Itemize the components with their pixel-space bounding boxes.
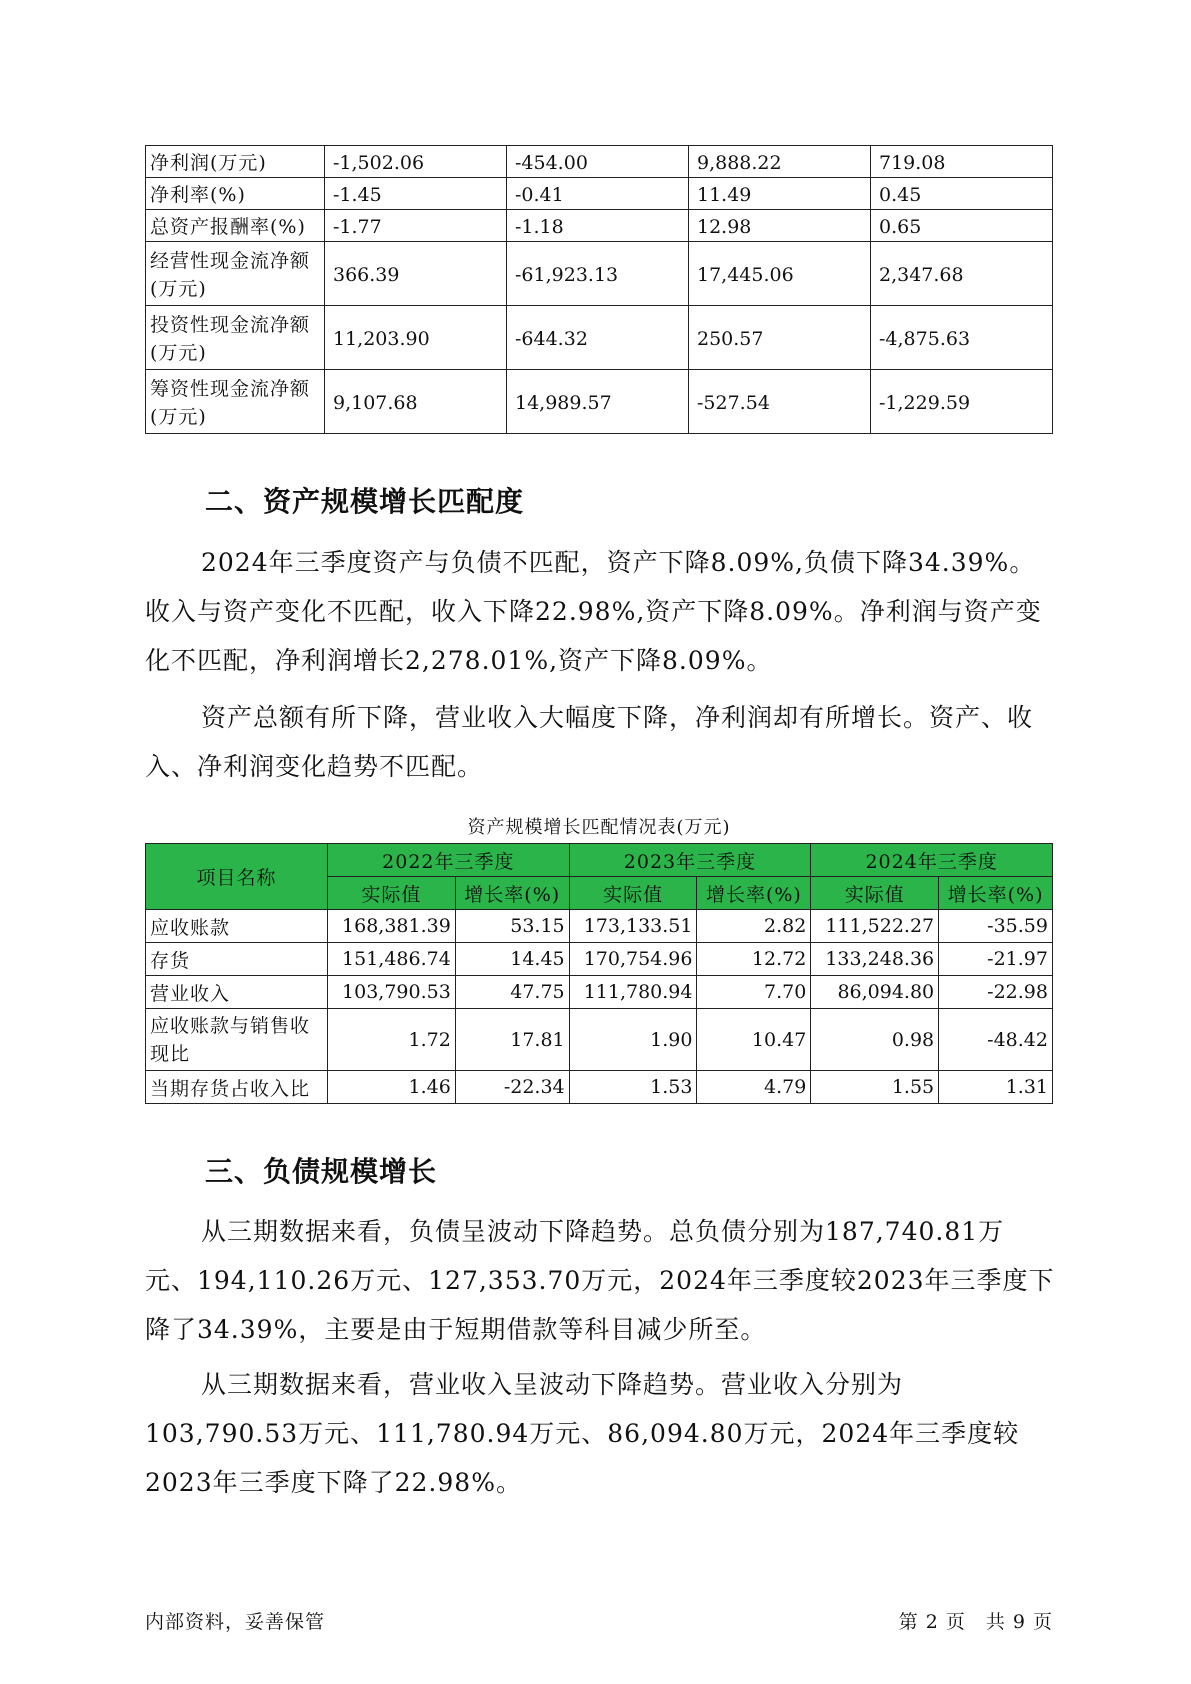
row-label: 当期存货占收入比 bbox=[146, 1071, 328, 1104]
cell-value: 4.79 bbox=[697, 1071, 811, 1104]
cell-value: 366.39 bbox=[325, 242, 507, 306]
cell-value: 12.72 bbox=[697, 943, 811, 976]
cell-value: 12.98 bbox=[689, 210, 871, 242]
cell-value: -0.41 bbox=[507, 178, 689, 210]
cell-value: 1.90 bbox=[569, 1009, 697, 1071]
cell-value: 9,107.68 bbox=[325, 370, 507, 434]
cell-value: 0.65 bbox=[871, 210, 1053, 242]
table-header-row bbox=[146, 844, 1053, 877]
cell-value: -454.00 bbox=[507, 146, 689, 178]
row-label: 应收账款 bbox=[146, 910, 328, 943]
cell-value: 2,347.68 bbox=[871, 242, 1053, 306]
header-period: 2023年三季度 bbox=[569, 844, 811, 877]
paragraph: 2024年三季度资产与负债不匹配，资产下降8.09%,负债下降34.39%。收入与资产变化不匹配，收入下降22.98%,资产下降8.09%。净利润与资产变化不匹配，净利润增长2,278.01%,资产下降8.09%。 bbox=[145, 548, 1042, 675]
table-row bbox=[146, 306, 1053, 370]
footer-page-number: 第 2 页 共 9 页 bbox=[898, 1611, 1053, 1633]
cell-value: -4,875.63 bbox=[871, 306, 1053, 370]
cell-value: 133,248.36 bbox=[811, 943, 939, 976]
header-period: 2024年三季度 bbox=[811, 844, 1053, 877]
cell-value: 719.08 bbox=[871, 146, 1053, 178]
cell-value: 151,486.74 bbox=[328, 943, 456, 976]
cell-value: 170,754.96 bbox=[569, 943, 697, 976]
cell-value: -1.45 bbox=[325, 178, 507, 210]
cell-value: 14.45 bbox=[455, 943, 569, 976]
row-label: 应收账款与销售收现比 bbox=[146, 1009, 328, 1071]
footer-confidential-note: 内部资料，妥善保管 bbox=[145, 1611, 326, 1633]
header-growth: 增长率(%) bbox=[939, 877, 1053, 910]
cell-value: 0.45 bbox=[871, 178, 1053, 210]
row-label: 筹资性现金流净额(万元) bbox=[146, 370, 325, 434]
cell-value: 111,522.27 bbox=[811, 910, 939, 943]
cell-value: 14,989.57 bbox=[507, 370, 689, 434]
header-actual: 实际值 bbox=[328, 877, 456, 910]
cell-value: -35.59 bbox=[939, 910, 1053, 943]
financial-indicators-table bbox=[145, 145, 1053, 434]
cell-value: -1.18 bbox=[507, 210, 689, 242]
cell-value: 11.49 bbox=[689, 178, 871, 210]
cell-value: -644.32 bbox=[507, 306, 689, 370]
row-label: 存货 bbox=[146, 943, 328, 976]
cell-value: -48.42 bbox=[939, 1009, 1053, 1071]
header-growth: 增长率(%) bbox=[455, 877, 569, 910]
paragraph: 从三期数据来看，负债呈波动下降趋势。总负债分别为187,740.81万元、194,110.26万元、127,353.70万元，2024年三季度较2023年三季度下降了34.39%，主要是由于短期借款等科目减少所至。 bbox=[145, 1217, 1055, 1344]
table-caption: 资产规模增长匹配情况表(万元) bbox=[467, 817, 731, 838]
table-row bbox=[146, 242, 1053, 306]
table-row bbox=[146, 178, 1053, 210]
cell-value: 1.72 bbox=[328, 1009, 456, 1071]
cell-value: 10.47 bbox=[697, 1009, 811, 1071]
cell-value: 86,094.80 bbox=[811, 976, 939, 1009]
cell-value: 1.55 bbox=[811, 1071, 939, 1104]
cell-value: 173,133.51 bbox=[569, 910, 697, 943]
cell-value: 17.81 bbox=[455, 1009, 569, 1071]
cell-value: -1,229.59 bbox=[871, 370, 1053, 434]
table-row bbox=[146, 370, 1053, 434]
cell-value: 9,888.22 bbox=[689, 146, 871, 178]
table-row bbox=[146, 1071, 1053, 1104]
cell-value: -61,923.13 bbox=[507, 242, 689, 306]
cell-value: 1.53 bbox=[569, 1071, 697, 1104]
cell-value: -22.98 bbox=[939, 976, 1053, 1009]
header-actual: 实际值 bbox=[811, 877, 939, 910]
cell-value: 103,790.53 bbox=[328, 976, 456, 1009]
cell-value: 17,445.06 bbox=[689, 242, 871, 306]
table-row bbox=[146, 910, 1053, 943]
header-item-name: 项目名称 bbox=[146, 844, 328, 910]
table-row bbox=[146, 1009, 1053, 1071]
table-row bbox=[146, 976, 1053, 1009]
cell-value: 250.57 bbox=[689, 306, 871, 370]
paragraph: 资产总额有所下降，营业收入大幅度下降，净利润却有所增长。资产、收入、净利润变化趋势不匹配。 bbox=[145, 703, 1034, 781]
cell-value: 168,381.39 bbox=[328, 910, 456, 943]
row-label: 经营性现金流净额(万元) bbox=[146, 242, 325, 306]
row-label: 净利率(%) bbox=[146, 178, 325, 210]
row-label: 净利润(万元) bbox=[146, 146, 325, 178]
section-heading: 二、资产规模增长匹配度 bbox=[205, 485, 525, 518]
header-actual: 实际值 bbox=[569, 877, 697, 910]
table-row bbox=[146, 146, 1053, 178]
row-label: 投资性现金流净额(万元) bbox=[146, 306, 325, 370]
cell-value: 1.46 bbox=[328, 1071, 456, 1104]
cell-value: -21.97 bbox=[939, 943, 1053, 976]
header-growth: 增长率(%) bbox=[697, 877, 811, 910]
cell-value: -527.54 bbox=[689, 370, 871, 434]
cell-value: -1.77 bbox=[325, 210, 507, 242]
table-row bbox=[146, 943, 1053, 976]
cell-value: 111,780.94 bbox=[569, 976, 697, 1009]
row-label: 营业收入 bbox=[146, 976, 328, 1009]
cell-value: 0.98 bbox=[811, 1009, 939, 1071]
row-label: 总资产报酬率(%) bbox=[146, 210, 325, 242]
paragraph: 从三期数据来看，营业收入呈波动下降趋势。营业收入分别为103,790.53万元、111,780.94万元、86,094.80万元，2024年三季度较2023年三季度下降了22.98%。 bbox=[145, 1370, 1020, 1497]
cell-value: 1.31 bbox=[939, 1071, 1053, 1104]
cell-value: 11,203.90 bbox=[325, 306, 507, 370]
cell-value: 2.82 bbox=[697, 910, 811, 943]
cell-value: 53.15 bbox=[455, 910, 569, 943]
header-period: 2022年三季度 bbox=[328, 844, 570, 877]
table-row bbox=[146, 210, 1053, 242]
cell-value: 47.75 bbox=[455, 976, 569, 1009]
cell-value: -22.34 bbox=[455, 1071, 569, 1104]
section-heading: 三、负债规模增长 bbox=[205, 1155, 438, 1188]
cell-value: -1,502.06 bbox=[325, 146, 507, 178]
asset-match-table bbox=[145, 843, 1053, 1104]
cell-value: 7.70 bbox=[697, 976, 811, 1009]
